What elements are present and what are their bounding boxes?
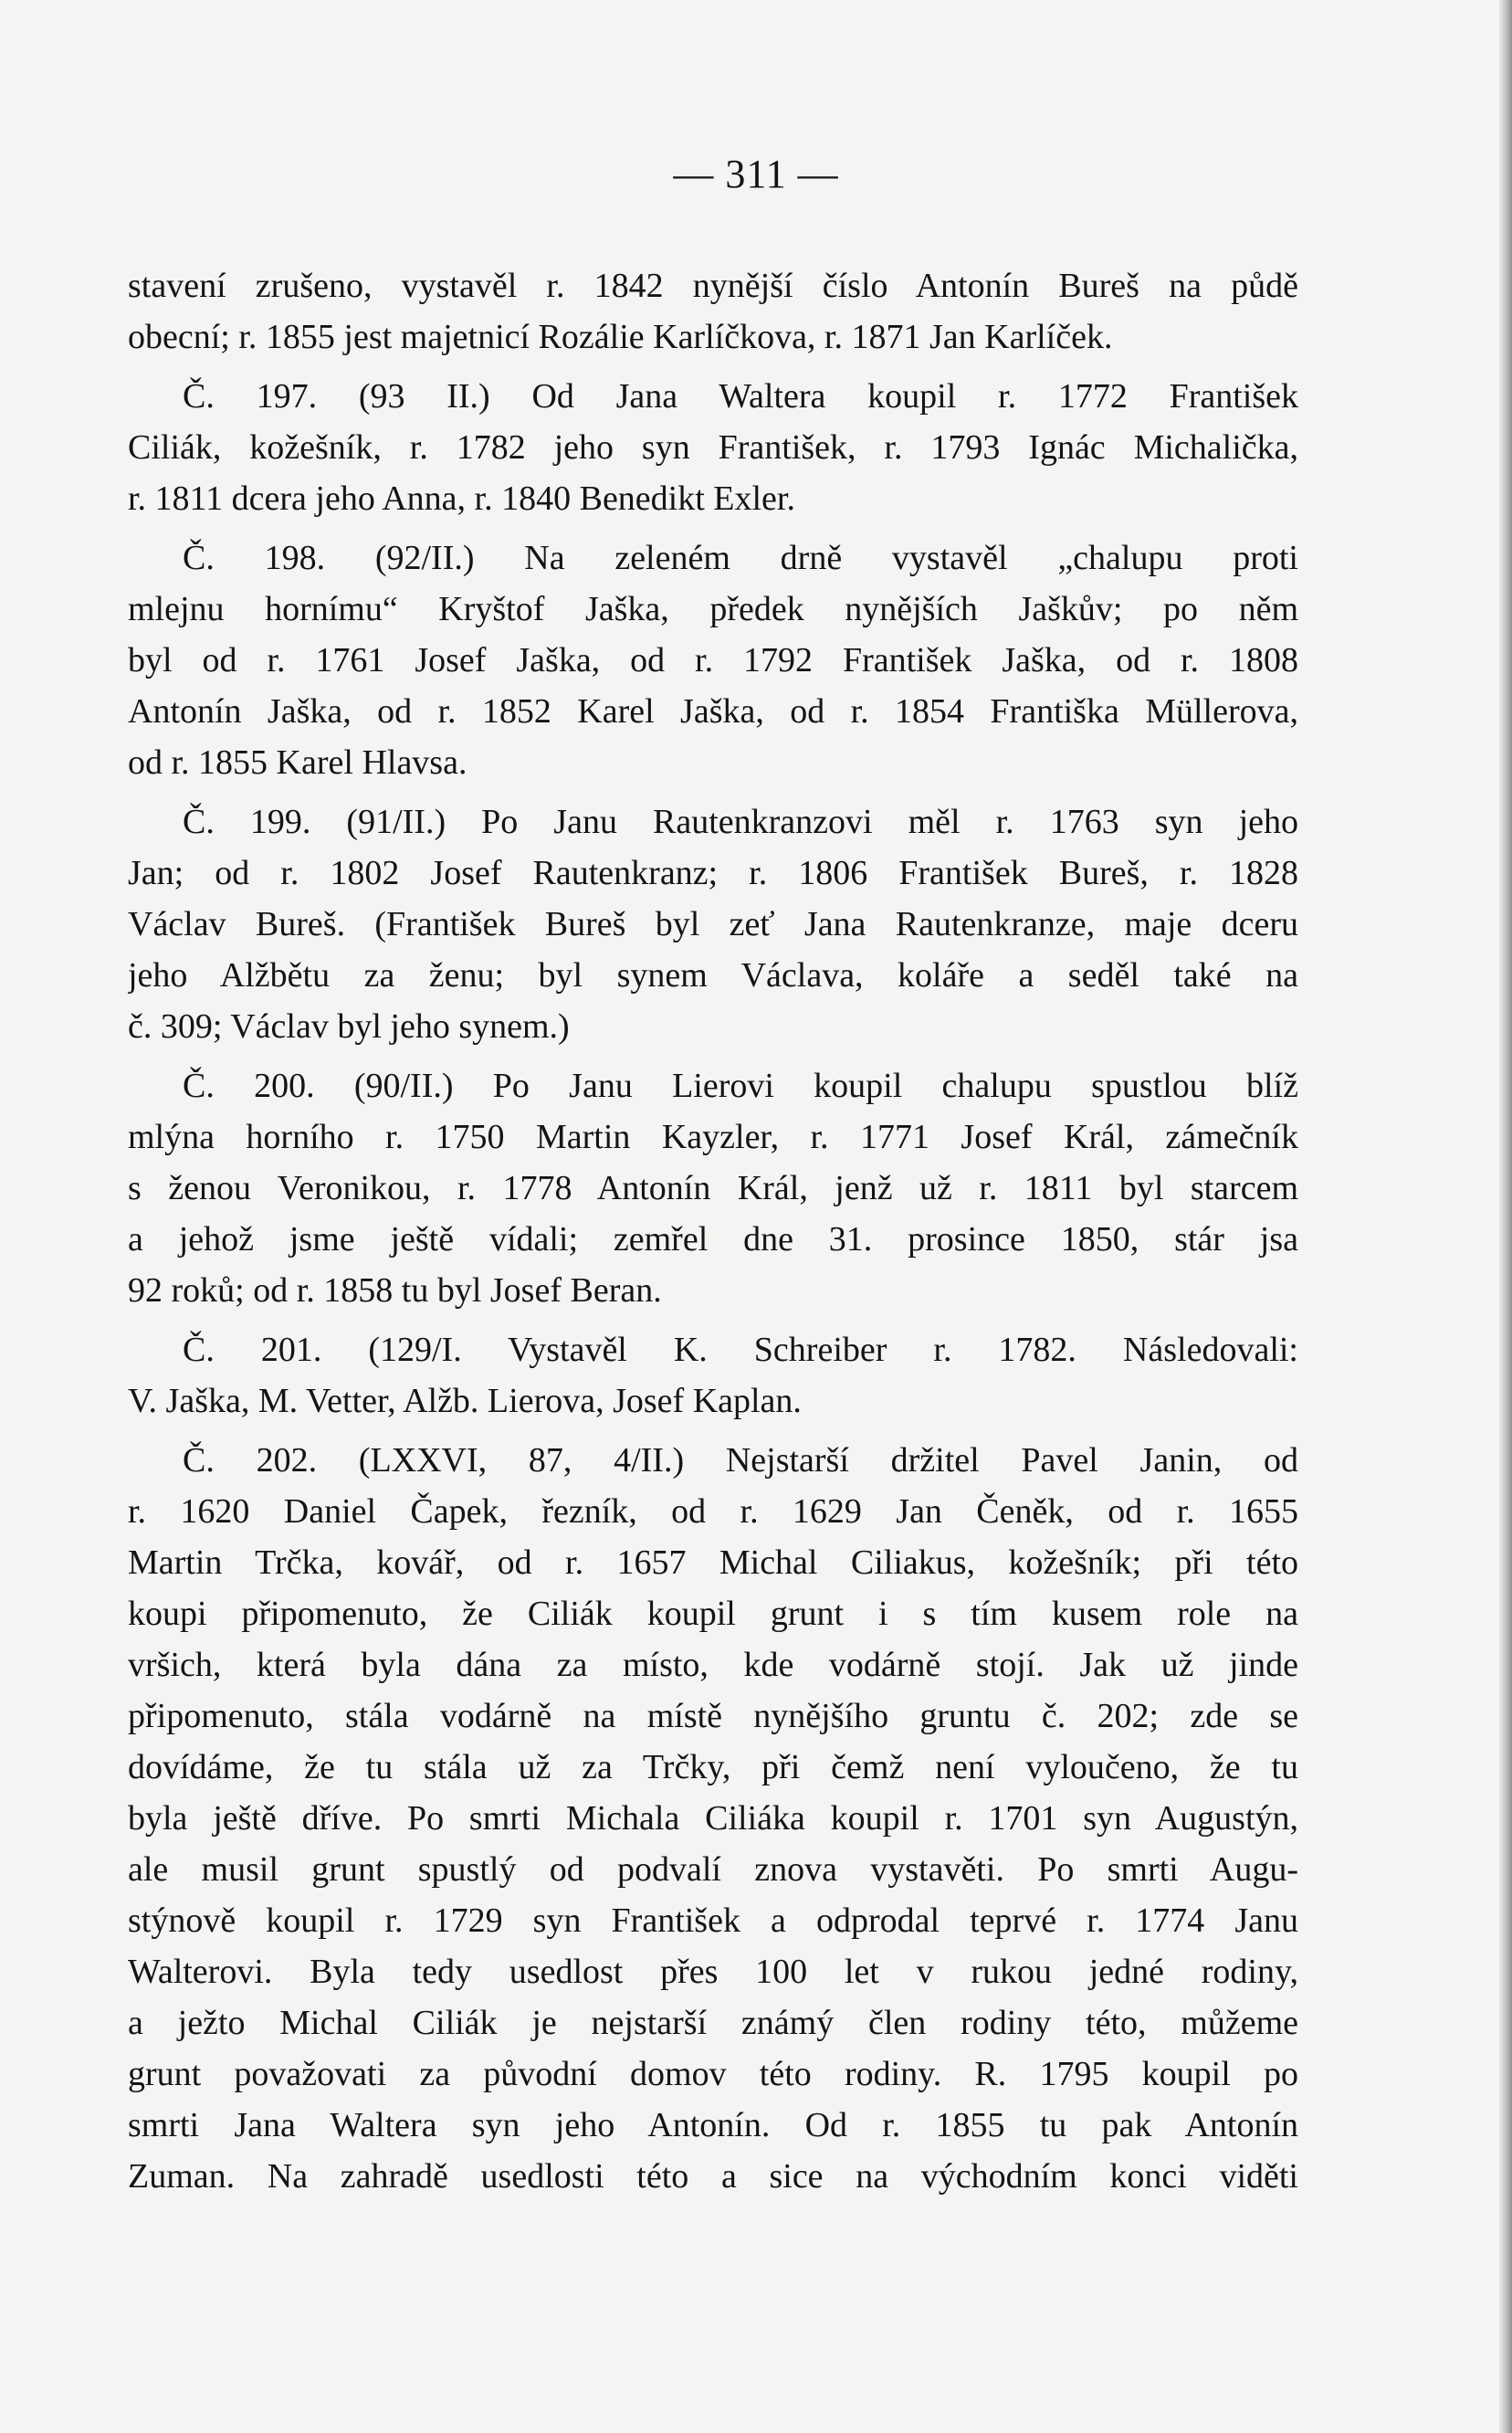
- text-line: Antonín Jaška, od r. 1852 Karel Jaška, od r. 1854 Františka Müllerova,: [128, 692, 1298, 731]
- text-line: s ženou Veronikou, r. 1778 Antonín Král, jenž už r. 1811 byl starcem: [128, 1169, 1298, 1207]
- paragraph-entry: [128, 532, 1298, 788]
- text-line: a ježto Michal Ciliák je nejstarší známý člen rodiny této, můžeme: [128, 2004, 1298, 2042]
- page-edge-shadow: [1499, 0, 1512, 2433]
- text-line: stavení zrušeno, vystavěl r. 1842 nynější číslo Antonín Bureš na půdě: [128, 267, 1298, 305]
- text-line: Jan; od r. 1802 Josef Rautenkranz; r. 1806 František Bureš, r. 1828: [128, 854, 1298, 892]
- text-line: V. Jaška, M. Vetter, Alžb. Lierova, Josef Kaplan.: [128, 1382, 802, 1420]
- text-line: smrti Jana Waltera syn jeho Antonín. Od r. 1855 tu pak Antonín: [128, 2106, 1298, 2144]
- body-text: [128, 260, 1298, 2210]
- text-line: Václav Bureš. (František Bureš byl zeť Jana Rautenkranze, maje dceru: [128, 905, 1298, 943]
- text-line: Č. 200. (90/II.) Po Janu Lierovi koupil chalupu spustlou blíž: [183, 1067, 1298, 1105]
- text-line: Č. 197. (93 II.) Od Jana Waltera koupil r. 1772 František: [183, 377, 1298, 416]
- text-line: Zuman. Na zahradě usedlosti této a sice na východním konci viděti: [128, 2157, 1298, 2196]
- text-line: byla ještě dříve. Po smrti Michala Ciliáka koupil r. 1701 syn Augustýn,: [128, 1799, 1298, 1838]
- text-line: obecní; r. 1855 jest majetnicí Rozálie Karlíčkova, r. 1871 Jan Karlíček.: [128, 318, 1113, 356]
- text-line: grunt považovati za původní domov této rodiny. R. 1795 koupil po: [128, 2055, 1298, 2093]
- text-line: od r. 1855 Karel Hlavsa.: [128, 743, 467, 782]
- paragraph-continuation: [128, 260, 1298, 363]
- text-line: mlýna horního r. 1750 Martin Kayzler, r. 1771 Josef Král, zámečník: [128, 1118, 1298, 1156]
- text-line: a jehož jsme ještě vídali; zemřel dne 31. prosince 1850, stár jsa: [128, 1220, 1298, 1259]
- text-line: 92 roků; od r. 1858 tu byl Josef Beran.: [128, 1271, 662, 1310]
- paragraph-entry: [128, 371, 1298, 524]
- text-line: Walterovi. Byla tedy usedlost přes 100 let v rukou jedné rodiny,: [128, 1953, 1298, 1991]
- text-line: stýnově koupil r. 1729 syn František a odprodal teprvé r. 1774 Janu: [128, 1901, 1298, 1940]
- text-line: mlejnu hornímu“ Kryštof Jaška, předek nynějších Jaškův; po něm: [128, 590, 1298, 628]
- text-line: Č. 201. (129/I. Vystavěl K. Schreiber r. 1782. Následovali:: [183, 1331, 1298, 1369]
- text-line: Martin Trčka, kovář, od r. 1657 Michal Ciliakus, kožešník; při této: [128, 1543, 1298, 1582]
- text-line: Č. 198. (92/II.) Na zeleném drně vystavěl „chalupu proti: [183, 539, 1298, 577]
- text-line: Ciliák, kožešník, r. 1782 jeho syn František, r. 1793 Ignác Michalička,: [128, 428, 1298, 467]
- paragraph-entry: [128, 1060, 1298, 1316]
- paragraph-entry: [128, 1324, 1298, 1427]
- text-line: č. 309; Václav byl jeho synem.): [128, 1007, 570, 1046]
- text-line: připomenuto, stála vodárně na místě nynějšího gruntu č. 202; zde se: [128, 1697, 1298, 1735]
- text-line: Č. 199. (91/II.) Po Janu Rautenkranzovi měl r. 1763 syn jeho: [183, 803, 1298, 841]
- paragraph-entry: [128, 1435, 1298, 2202]
- page-number: — 311 —: [673, 152, 839, 196]
- text-line: r. 1811 dcera jeho Anna, r. 1840 Benedikt Exler.: [128, 479, 795, 518]
- text-line: ale musil grunt spustlý od podvalí znova vystavěti. Po smrti Augu-: [128, 1850, 1298, 1889]
- paragraph-entry: [128, 796, 1298, 1052]
- text-line: jeho Alžbětu za ženu; byl synem Václava, koláře a seděl také na: [128, 956, 1298, 995]
- text-line: r. 1620 Daniel Čapek, řezník, od r. 1629 Jan Čeněk, od r. 1655: [128, 1492, 1298, 1531]
- text-line: vršich, která byla dána za místo, kde vodárně stojí. Jak už jinde: [128, 1646, 1298, 1684]
- text-line: byl od r. 1761 Josef Jaška, od r. 1792 František Jaška, od r. 1808: [128, 641, 1298, 679]
- text-line: dovídáme, že tu stála už za Trčky, při čemž není vyloučeno, že tu: [128, 1748, 1298, 1786]
- text-line: Č. 202. (LXXVI, 87, 4/II.) Nejstarší držitel Pavel Janin, od: [183, 1441, 1298, 1480]
- text-line: koupi připomenuto, že Ciliák koupil grunt i s tím kusem role na: [128, 1595, 1298, 1633]
